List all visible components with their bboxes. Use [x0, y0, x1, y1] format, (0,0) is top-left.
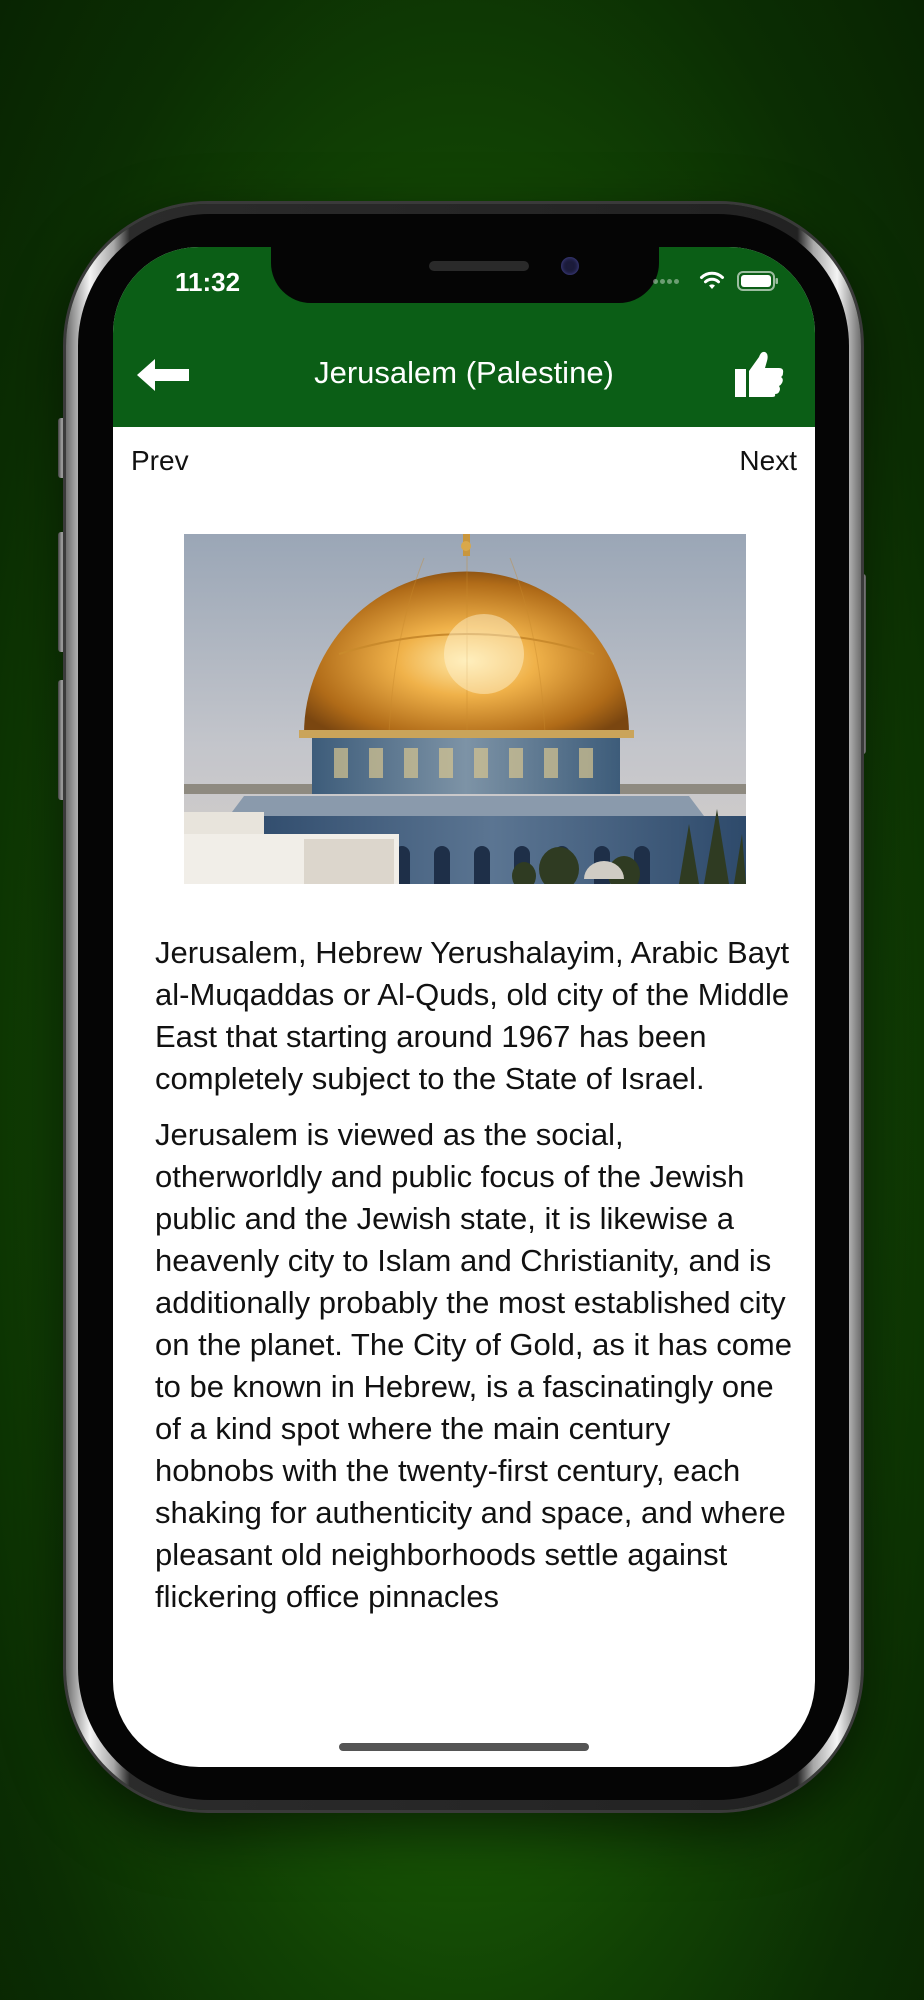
- next-button[interactable]: Next: [739, 445, 797, 476]
- volume-up-button: [58, 532, 66, 652]
- battery-icon: [737, 271, 779, 291]
- dome-of-the-rock-image: [184, 534, 746, 884]
- page-title: Jerusalem (Palestine): [314, 355, 614, 390]
- status-indicators: [653, 269, 779, 293]
- thumbs-up-icon[interactable]: [733, 349, 785, 399]
- front-camera: [561, 257, 579, 275]
- article-paragraph: Jerusalem is viewed as the social, otherworldly and public focus of the Jewish public and the Jewish state, it is likewise a heavenly city to Islam and Christianity, and is additionally probably the most established city on the planet. The City of Gold, as it has come to be known in Hebrew, is a fascinatingly one of a kind spot where the main century hobnobs with the twenty-first century, each shaking for authenticity and space, and where pleasant old neighborhoods settle against flickering office pinnacles: [155, 1117, 792, 1614]
- prev-button[interactable]: Prev: [131, 445, 189, 476]
- speaker-grille: [429, 261, 529, 271]
- home-indicator[interactable]: [339, 1743, 589, 1751]
- article-paragraph: Jerusalem, Hebrew Yerushalayim, Arabic Bayt al-Muqaddas or Al-Quds, old city of the Middle East that starting around 1967 has been completely subject to the State of Israel.: [155, 935, 790, 1096]
- wifi-icon: [699, 271, 725, 291]
- phone-screen: [113, 247, 815, 1767]
- mute-switch: [58, 418, 66, 478]
- notch: [271, 247, 659, 303]
- article-body: [155, 932, 795, 1632]
- status-time: 11:32: [175, 267, 241, 297]
- navigation-bar: [113, 247, 815, 427]
- volume-down-button: [58, 680, 66, 800]
- signal-icon: [653, 278, 687, 284]
